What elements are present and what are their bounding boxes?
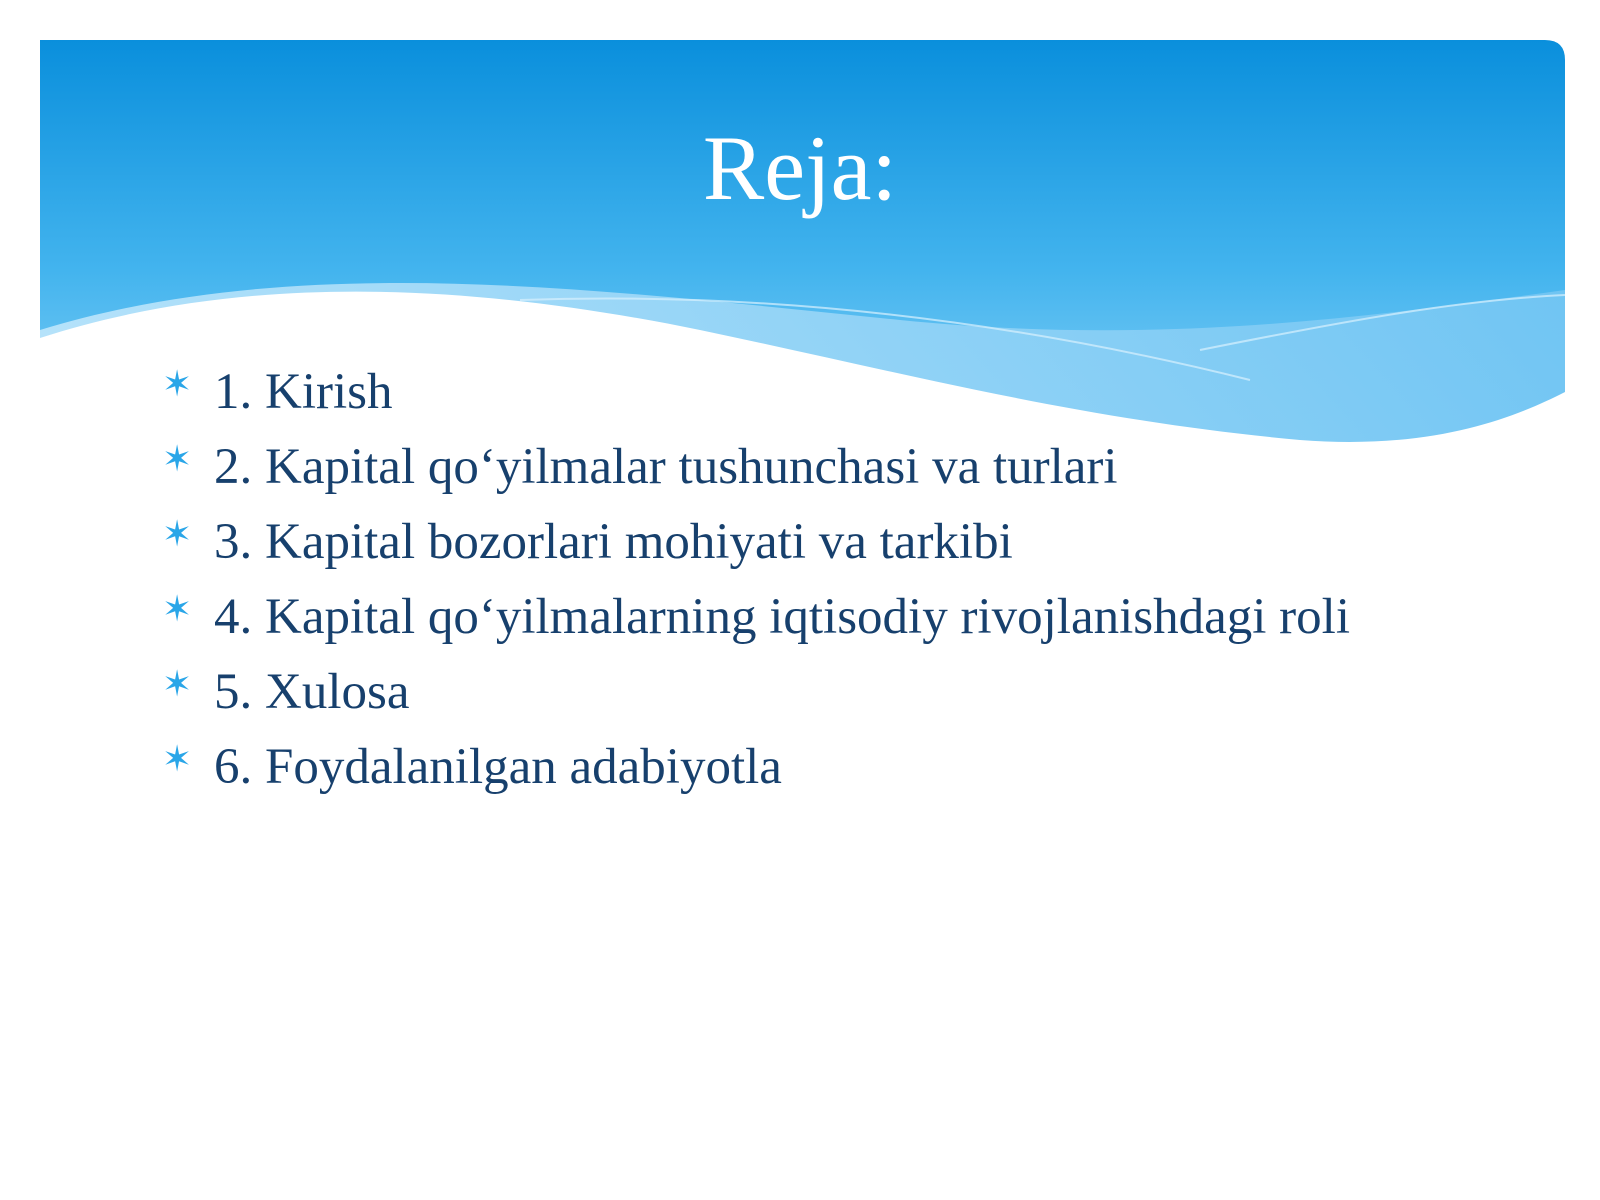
list-item <box>162 580 1542 655</box>
list-item-label: 6. Foydalanilgan adabiyotla <box>214 739 782 795</box>
asterisk-star-icon: ✶ <box>162 439 193 480</box>
asterisk-star-icon: ✶ <box>162 739 193 780</box>
list-item-label: 1. Kirish <box>214 364 393 420</box>
list-item-label: 3. Kapital bozorlari mohiyati va tarkibi <box>214 514 1013 570</box>
agenda-list <box>162 355 1542 805</box>
list-item <box>162 655 1542 730</box>
list-item <box>162 430 1542 505</box>
list-item <box>162 355 1542 430</box>
list-item-label: 2. Kapital qo‘yilmalar tushunchasi va turlari <box>214 439 1118 495</box>
asterisk-star-icon: ✶ <box>162 589 193 630</box>
slide-title: Reja: <box>702 117 898 219</box>
list-item <box>162 505 1542 580</box>
asterisk-star-icon: ✶ <box>162 514 193 555</box>
list-item <box>162 730 1542 805</box>
list-item-label: 5. Xulosa <box>214 664 410 720</box>
list-item-label: 4. Kapital qo‘yilmalarning iqtisodiy rivojlanishdagi roli <box>214 589 1350 645</box>
asterisk-star-icon: ✶ <box>162 364 193 405</box>
asterisk-star-icon: ✶ <box>162 664 193 705</box>
